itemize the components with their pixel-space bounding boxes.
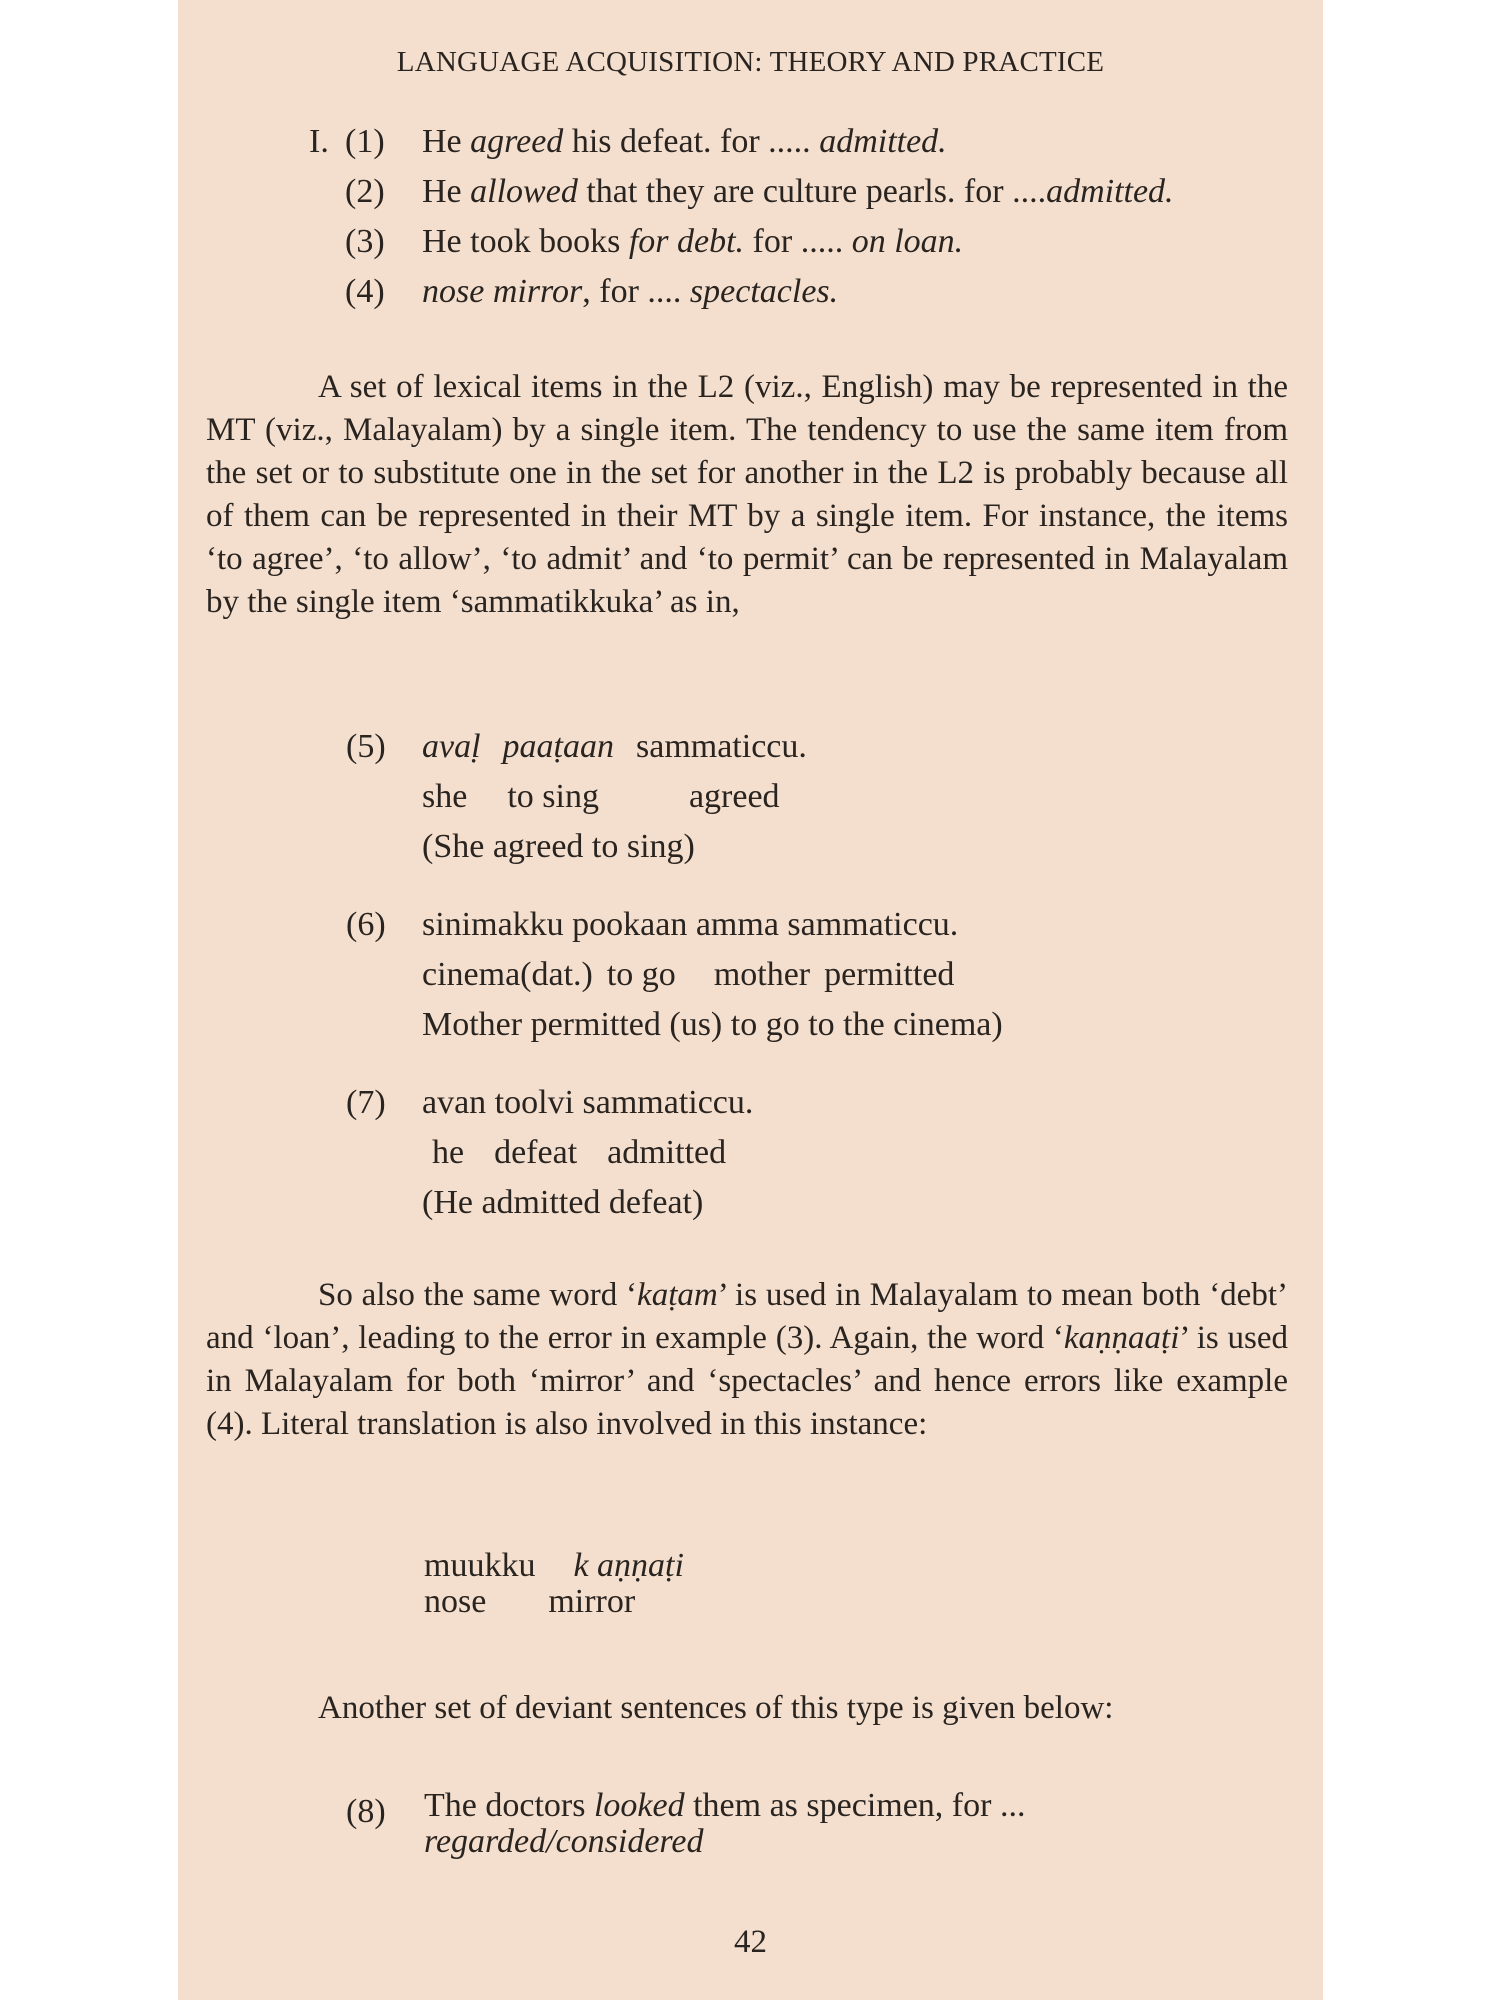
- example-number: (4): [345, 273, 385, 310]
- example-1: He agreed his defeat. for ..... admitted.: [422, 123, 947, 160]
- paragraph-deviant-sentences: Another set of deviant sentences of this type is given below:: [318, 1690, 1114, 1726]
- roman-numeral: I.: [309, 123, 329, 160]
- example-6: sinimakku pookaan amma sammaticcu. cinema(dat.) to go mother permitted Mother permitted (us) to go to the cinema): [422, 906, 1003, 1043]
- example-number: (5): [346, 728, 386, 765]
- running-head: LANGUAGE ACQUISITION: THEORY AND PRACTICE: [396, 46, 1105, 78]
- example-2: He allowed that they are culture pearls. for ....admitted.: [422, 173, 1174, 210]
- example-8: The doctors looked them as specimen, for ... regarded/considered: [424, 1787, 1026, 1860]
- page-number: 42: [734, 1924, 767, 1960]
- example-number: (3): [345, 223, 385, 260]
- example-nose-mirror: muukku k aṇṇaṭi nose mirror: [424, 1547, 684, 1620]
- example-number: (8): [346, 1793, 386, 1830]
- example-7: avan toolvi sammaticcu. he defeat admitted (He admitted defeat): [422, 1084, 754, 1221]
- example-number: (2): [345, 173, 385, 210]
- example-4: nose mirror, for .... spectacles.: [422, 273, 839, 310]
- example-number: (6): [346, 906, 386, 943]
- book-page: [178, 0, 1323, 2000]
- paragraph-katam: So also the same word ‘kaṭam’ is used in Malayalam to mean both ‘debt’ and ‘loan’, leading to the error in example (3). Again, the word ‘kaṇṇaaṭi’ is used in Malayalam for both ‘mirror’ and ‘spectacles’ and hence errors like example (4). Literal translation is also involved in this instance:: [206, 1277, 1288, 1442]
- example-number: (7): [346, 1084, 386, 1121]
- example-3: He took books for debt. for ..... on loan.: [422, 223, 964, 260]
- paragraph-lexical-items: A set of lexical items in the L2 (viz., English) may be represented in the MT (viz., Malayalam) by a single item. The tendency to use the same item from the set or to substitute one in the set for another in the L2 is probably because all of them can be represented in their MT by a single item. For instance, the items ‘to agree’, ‘to allow’, ‘to admit’ and ‘to permit’ can be represented in Malayalam by the single item ‘sammatikkuka’ as in,: [206, 369, 1288, 620]
- example-5: avaḷ paaṭaan sammaticcu. she to sing agreed (She agreed to sing): [422, 728, 807, 865]
- example-number: (1): [345, 123, 385, 160]
